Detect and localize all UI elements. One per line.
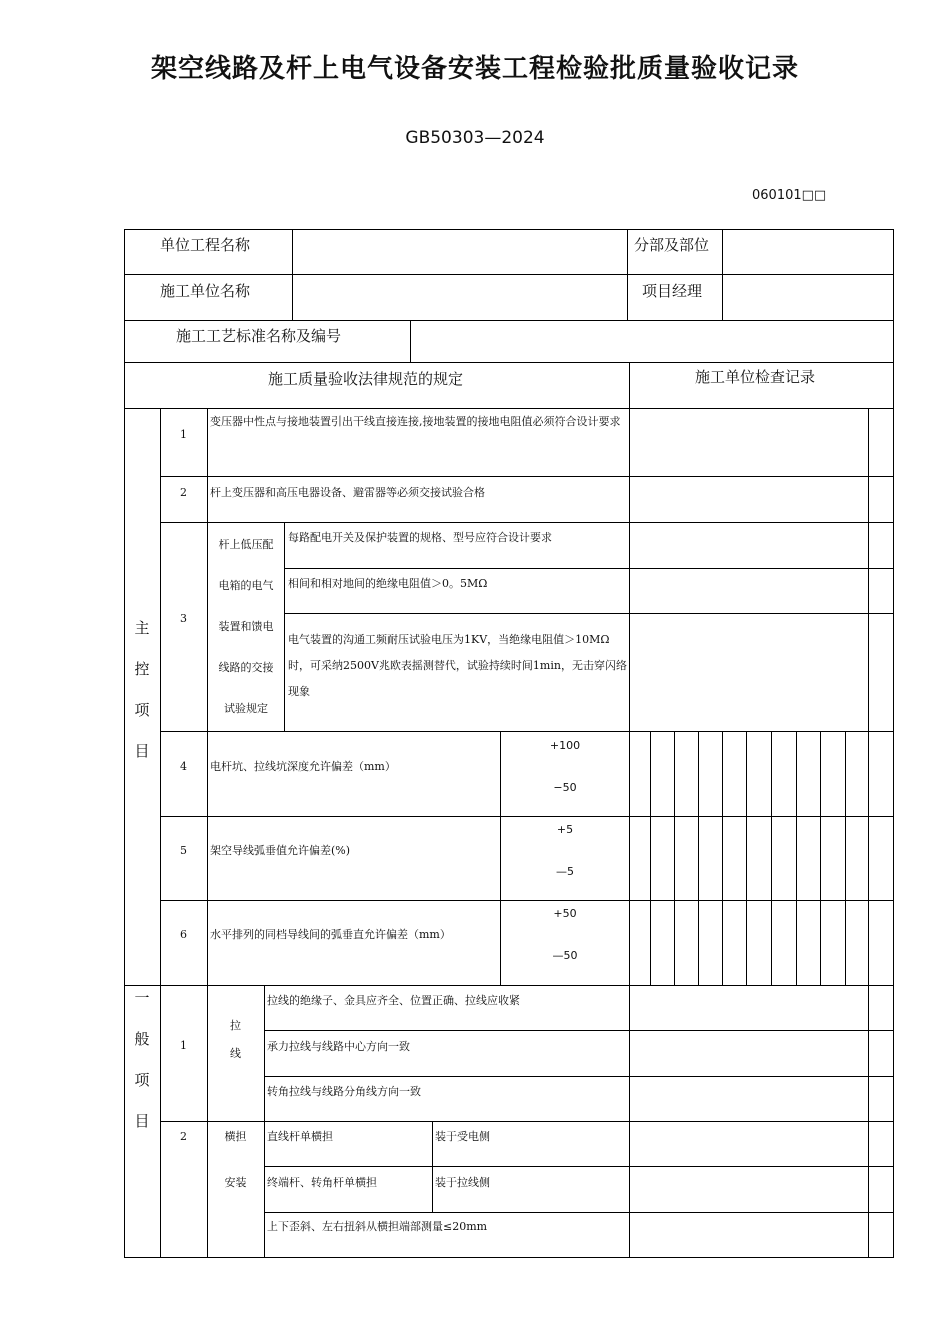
- sub-item-text: 每路配电开关及保护装置的规格、型号应符合设计要求: [288, 531, 552, 544]
- lower-deviation: −50: [553, 781, 577, 794]
- construction-unit-label: 施工单位名称: [160, 282, 251, 300]
- item-number: 5: [180, 844, 187, 857]
- sub-item-text: 承力拉线与线路中心方向一致: [267, 1040, 410, 1053]
- standard-number: GB50303—2024: [405, 128, 545, 148]
- process-standard-label: 施工工艺标准名称及编号: [176, 327, 342, 345]
- sub-item-text: 拉线的绝缘子、金具应齐全、位置正确、拉线应收紧: [267, 994, 520, 1007]
- sub-item-text: 上下歪斜、左右扭斜从横担端部测量≤20mm: [267, 1220, 488, 1233]
- item-group-label: 横担 安装: [224, 1130, 247, 1189]
- lower-deviation: —5: [556, 865, 574, 878]
- sub-item-text: 相间和相对地间的绝缘电阻值＞0。5MΩ: [288, 577, 488, 590]
- item-number: 4: [180, 760, 187, 773]
- document-title: 架空线路及杆上电气设备安装工程检验批质量验收记录: [150, 54, 799, 84]
- sub-item-text: 电气装置的沟通工频耐压试验电压为1KV，当绝缘电阻值＞10MΩ时，可采纳2500V兆欧表摇测替代，试验持续时间1min，无击穿闪络现象: [288, 633, 627, 698]
- sub-part-label: 分部及部位: [634, 236, 710, 254]
- unit-project-name-label: 单位工程名称: [160, 236, 251, 254]
- item-group-label: 杆上低压配 电箱的电气 装置和馈电 线路的交接 试验规定: [218, 538, 274, 715]
- sub-item-note: 装于受电侧: [435, 1130, 490, 1143]
- item-text: 架空导线弧垂值允许偏差(%): [210, 844, 351, 857]
- item-number: 2: [180, 486, 187, 499]
- item-text: 电杆坑、拉线坑深度允许偏差（mm）: [210, 760, 396, 773]
- item-number: 1: [180, 428, 187, 441]
- item-text: 杆上变压器和高压电器设备、避雷器等必须交接试验合格: [210, 486, 485, 499]
- upper-deviation: +5: [556, 823, 574, 836]
- main-control-label: 主 控 项 目: [134, 619, 150, 760]
- form-code: 060101□□: [752, 188, 827, 203]
- sub-item-text: 终端杆、转角杆单横担: [267, 1176, 377, 1189]
- sub-item-text: 转角拉线与线路分角线方向一致: [267, 1085, 421, 1098]
- item-number: 1: [180, 1039, 187, 1052]
- general-items-label: 一 般 项 目: [134, 989, 150, 1130]
- upper-deviation: +50: [553, 907, 577, 920]
- item-number: 2: [180, 1130, 187, 1143]
- spec-rules-heading: 施工质量验收法律规范的规定: [268, 370, 464, 388]
- inspection-record-heading: 施工单位检查记录: [695, 368, 816, 386]
- item-number: 6: [180, 928, 187, 941]
- sub-item-text: 直线杆单横担: [267, 1130, 333, 1143]
- lower-deviation: —50: [552, 949, 578, 962]
- project-manager-label: 项目经理: [642, 282, 703, 300]
- item-group-label: 拉 线: [230, 1019, 241, 1060]
- item-text: 变压器中性点与接地装置引出干线直接连接,接地装置的接地电阻值必须符合设计要求: [210, 415, 621, 428]
- upper-deviation: +100: [549, 739, 581, 752]
- item-number: 3: [180, 612, 187, 625]
- item-text: 水平排列的同档导线间的弧垂直允许偏差（mm）: [210, 928, 451, 941]
- sub-item-note: 装于拉线侧: [435, 1176, 490, 1189]
